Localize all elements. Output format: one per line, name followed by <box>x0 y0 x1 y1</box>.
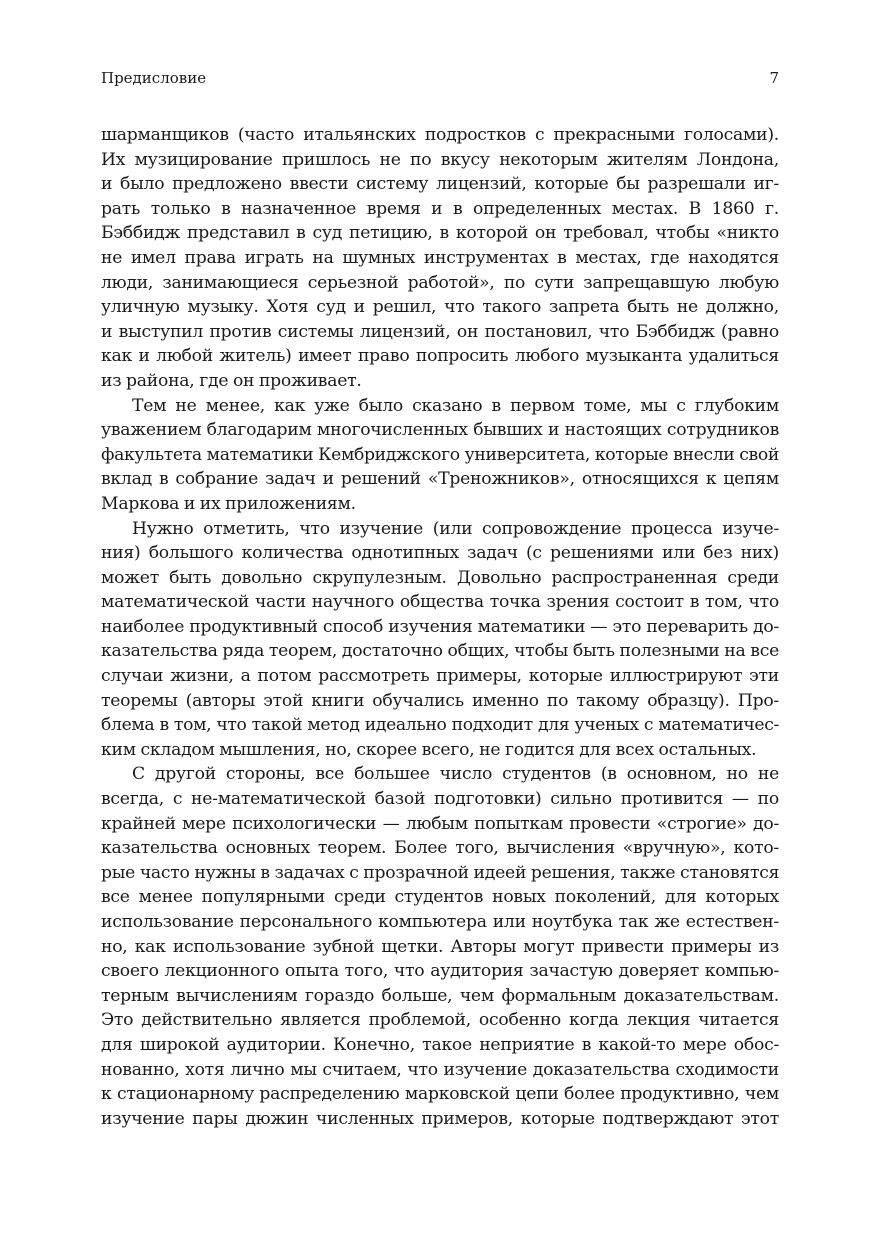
page-number: 7 <box>769 69 779 87</box>
text-line: изучение пары дюжин численных примеров, которые подтверждают этот <box>101 1108 779 1129</box>
text-line: математической части научного общества точка зрения состоит в том, что <box>101 592 779 613</box>
text-line: из района, где он проживает. <box>101 370 362 391</box>
running-title: Предисловие <box>101 69 207 87</box>
text-line: не имел права играть на шумных инструментах в местах, где находятся <box>101 247 779 268</box>
text-line: нованно, хотя лично мы считаем, что изучение доказательства сходимости <box>101 1059 779 1080</box>
text-line: ким складом мышления, но, скорее всего, не годится для всех остальных. <box>101 739 757 760</box>
text-line: для широкой аудитории. Конечно, такое неприятие в какой-то мере обос- <box>101 1034 779 1055</box>
text-line: может быть довольно скрупулезным. Довольно распространенная среди <box>101 567 779 588</box>
text-line: Тем не менее, как уже было сказано в первом томе, мы с глубоким <box>132 395 779 416</box>
text-line: Нужно отметить, что изучение (или сопровождение процесса изуче- <box>132 518 779 539</box>
text-line: С другой стороны, все большее число студентов (в основном, но не <box>132 764 779 785</box>
text-line: люди, занимающиеся серьезной работой», по сути запрещавшую любую <box>101 272 779 293</box>
text-line: Маркова и их приложениям. <box>101 493 356 514</box>
text-line: но, как использование зубной щетки. Авторы могут привести примеры из <box>101 936 779 957</box>
text-line: Это действительно является проблемой, особенно когда лекция читается <box>101 1010 779 1031</box>
text-line: случаи жизни, а потом рассмотреть примеры, которые иллюстрируют эти <box>101 666 779 687</box>
text-line: и было предложено ввести систему лицензий, которые бы разрешали иг- <box>101 174 779 195</box>
text-line: к стационарному распределению марковской цепи более продуктивно, чем <box>101 1084 779 1105</box>
text-line: факультета математики Кембриджского университета, которые внесли свой <box>101 444 779 465</box>
text-line: шарманщиков (часто итальянских подростков с прекрасными голосами). <box>101 125 779 145</box>
text-line: ния) большого количества однотипных задач (с решениями или без них) <box>101 543 779 564</box>
text-line: блема в том, что такой метод идеально подходит для ученых с математичес- <box>101 715 779 736</box>
text-line: уважением благодарим многочисленных бывших и настоящих сотрудников <box>101 420 779 441</box>
text-line: все менее популярными среди студентов новых поколений, для которых <box>101 887 779 908</box>
text-line: использование персонального компьютера или ноутбука так же естествен- <box>101 912 779 932</box>
text-line: казательства основных теорем. Более того, вычисления «вручную», кото- <box>101 838 779 859</box>
text-line: рые часто нужны в задачах с прозрачной идеей решения, также становятся <box>101 862 780 883</box>
text-line: своего лекционного опыта того, что аудитория зачастую доверяет компью- <box>101 961 779 982</box>
text-line: казательства ряда теорем, достаточно общих, чтобы быть полезными на все <box>101 641 779 662</box>
text-line: и выступил против системы лицензий, он постановил, что Бэббидж (равно <box>101 321 779 342</box>
body-text <box>101 123 779 1131</box>
text-line: Их музицирование пришлось не по вкусу некоторым жителям Лондона, <box>101 149 779 170</box>
text-line: наиболее продуктивный способ изучения математики — это переварить до- <box>101 616 779 637</box>
text-line: всегда, с не-математической базой подготовки) сильно противится — по <box>101 789 779 810</box>
text-line: вклад в собрание задач и решений «Треножников», относящихся к цепям <box>101 469 779 490</box>
text-line: рать только в назначенное время и в определенных местах. В 1860 г. <box>101 198 779 219</box>
text-line: терным вычислениям гораздо больше, чем формальным доказательствам. <box>101 985 779 1006</box>
text-line: как и любой житель) имеет право попросить любого музыканта удалиться <box>101 346 779 367</box>
text-line: Бэббидж представил в суд петицию, в которой он требовал, чтобы «никто <box>101 223 779 244</box>
running-head <box>101 66 779 90</box>
text-line: уличную музыку. Хотя суд и решил, что такого запрета быть не должно, <box>101 297 779 318</box>
text-line: крайней мере психологически — любым попыткам провести «строгие» до- <box>101 813 779 834</box>
text-line: теоремы (авторы этой книги обучались именно по такому образцу). Про- <box>101 690 779 711</box>
